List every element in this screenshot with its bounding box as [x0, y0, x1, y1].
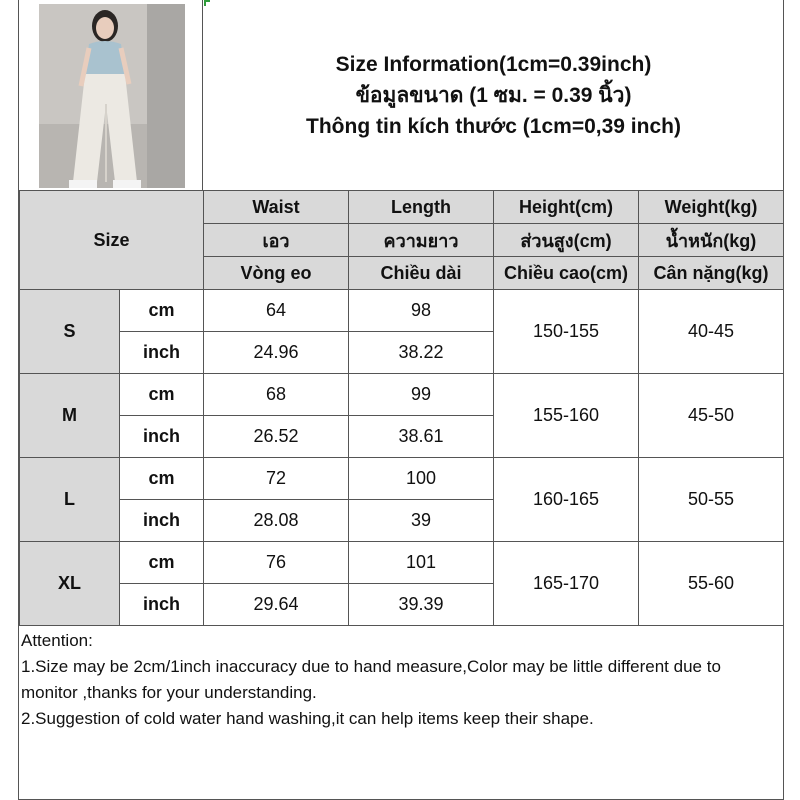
weight-range: 45-50	[639, 374, 784, 458]
length-inch: 39	[349, 500, 494, 542]
col-length-en: Length	[349, 191, 494, 224]
title-vietnamese: Thông tin kích thước (1cm=0,39 inch)	[306, 114, 681, 138]
col-weight-th: น้ำหนัก(kg)	[639, 224, 784, 257]
unit-cm: cm	[120, 290, 204, 332]
length-inch: 38.61	[349, 416, 494, 458]
col-length-vi: Chiều dài	[349, 257, 494, 290]
unit-inch: inch	[120, 500, 204, 542]
col-height-en: Height(cm)	[494, 191, 639, 224]
title-thai: ข้อมูลขนาด (1 ซม. = 0.39 นิ้ว)	[355, 83, 632, 107]
product-photo	[19, 0, 203, 190]
table-row	[20, 542, 784, 584]
unit-cm: cm	[120, 542, 204, 584]
note-measurement: 1.Size may be 2cm/1inch inaccuracy due to hand measure,Color may be little different due to monitor ,thanks for your understanding.	[21, 657, 721, 702]
size-chart-sheet	[18, 0, 784, 800]
col-length-th: ความยาว	[349, 224, 494, 257]
length-inch: 38.22	[349, 332, 494, 374]
unit-cm: cm	[120, 374, 204, 416]
table-row	[20, 290, 784, 332]
col-waist-th: เอว	[204, 224, 349, 257]
notes-title: Attention:	[21, 631, 93, 650]
weight-range: 55-60	[639, 542, 784, 626]
waist-cm: 68	[204, 374, 349, 416]
col-weight-en: Weight(kg)	[639, 191, 784, 224]
col-height-th: ส่วนสูง(cm)	[494, 224, 639, 257]
size-label-xl: XL	[20, 542, 120, 626]
size-header: Size	[20, 191, 204, 290]
col-waist-vi: Vòng eo	[204, 257, 349, 290]
length-inch: 39.39	[349, 584, 494, 626]
col-waist-en: Waist	[204, 191, 349, 224]
waist-cm: 72	[204, 458, 349, 500]
unit-inch: inch	[120, 332, 204, 374]
col-height-vi: Chiều cao(cm)	[494, 257, 639, 290]
weight-range: 40-45	[639, 290, 784, 374]
weight-range: 50-55	[639, 458, 784, 542]
length-cm: 98	[349, 290, 494, 332]
height-range: 160-165	[494, 458, 639, 542]
waist-inch: 29.64	[204, 584, 349, 626]
height-range: 155-160	[494, 374, 639, 458]
waist-cm: 76	[204, 542, 349, 584]
waist-inch: 28.08	[204, 500, 349, 542]
height-range: 165-170	[494, 542, 639, 626]
length-cm: 99	[349, 374, 494, 416]
unit-cm: cm	[120, 458, 204, 500]
size-information-title	[204, 0, 783, 190]
height-range: 150-155	[494, 290, 639, 374]
waist-inch: 24.96	[204, 332, 349, 374]
size-table	[19, 190, 784, 626]
length-cm: 101	[349, 542, 494, 584]
size-label-s: S	[20, 290, 120, 374]
table-row	[20, 374, 784, 416]
note-washing: 2.Suggestion of cold water hand washing,it can help items keep their shape.	[21, 709, 594, 728]
attention-notes	[21, 628, 781, 732]
table-row	[20, 458, 784, 500]
header	[19, 0, 783, 191]
waist-inch: 26.52	[204, 416, 349, 458]
model-wearing-pants-image	[39, 4, 185, 188]
size-label-m: M	[20, 374, 120, 458]
length-cm: 100	[349, 458, 494, 500]
unit-inch: inch	[120, 416, 204, 458]
col-weight-vi: Cân nặng(kg)	[639, 257, 784, 290]
size-label-l: L	[20, 458, 120, 542]
unit-inch: inch	[120, 584, 204, 626]
waist-cm: 64	[204, 290, 349, 332]
title-english: Size Information(1cm=0.39inch)	[335, 52, 652, 76]
